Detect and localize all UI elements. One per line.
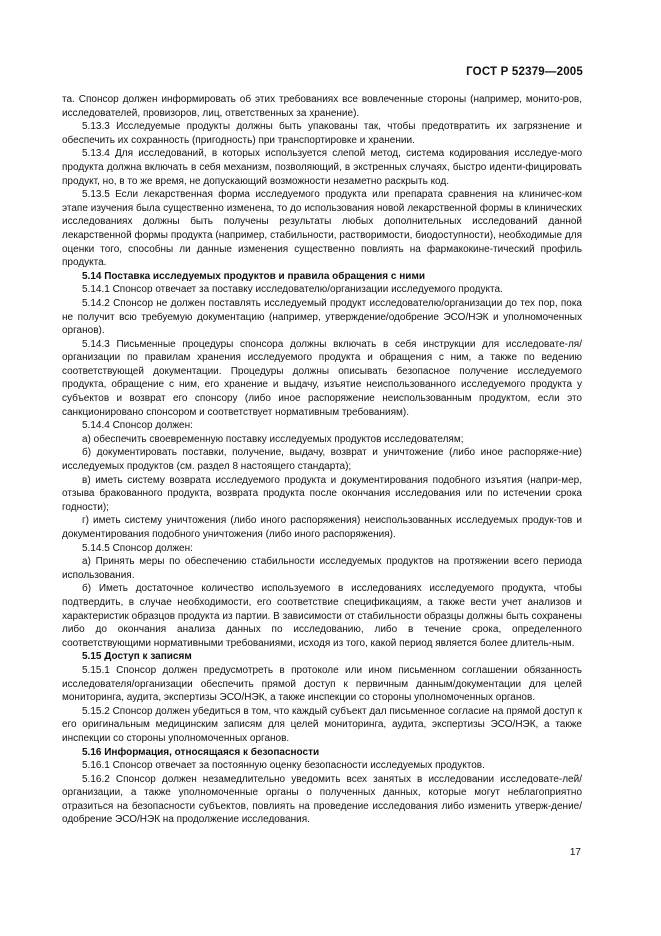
section-heading: 5.16 Информация, относящаяся к безопасности — [82, 746, 320, 758]
document-header: ГОСТ Р 52379—2005 — [466, 66, 583, 78]
paragraph: 5.14.2 Спонсор не должен поставлять исследуемый продукт исследователю/организации до тех пор, пока не получит всю требуемую документацию (например, утверждение/одобрение ЭСО/НЭК и уполномоченных органов). — [62, 297, 582, 337]
paragraph: 5.14.5 Спонсор должен: — [82, 542, 193, 554]
paragraph: та. Спонсор должен информировать об этих требованиях все вовлеченные стороны (например, монито-ров, исследователей, провизоров, лиц, ответственных за хранение). — [62, 94, 582, 119]
paragraph: б) Иметь достаточное количество используемого в исследованиях исследуемого продукта, чтобы подтвердить, в случае необходимости, его соответствие спецификациям, а также вести учет анализов и характеристик образцов продукта из партии. В зависимости от стабильности образцы должны быть сохранены либо до окончания анализа данных по исследованию, либо в течение срока, определенного соответствующими нормативными требованиями, исходя из того, какой период является более длитель-ным. — [62, 583, 582, 649]
section-heading: 5.15 Доступ к записям — [82, 651, 192, 663]
paragraph: 5.13.3 Исследуемые продукты должны быть упакованы так, чтобы предотвратить их загрязнение и обеспечить их сохранность (пригодность) при транспортировке и хранении. — [62, 121, 582, 146]
paragraph: 5.14.1 Спонсор отвечает за поставку исследователю/организации исследуемого продукта. — [82, 284, 503, 296]
section-heading: 5.14 Поставка исследуемых продуктов и правила обращения с ними — [82, 270, 425, 282]
paragraph: 5.16.1 Спонсор отвечает за постоянную оценку безопасности исследуемых продуктов. — [82, 760, 485, 772]
paragraph: 5.14.4 Спонсор должен: — [82, 420, 193, 432]
paragraph: 5.15.1 Спонсор должен предусмотреть в протоколе или ином письменном соглашении обязанность исследователя/организации обеспечить прямой доступ к первичным данным/документации для целей мониторинга, аудита, экспертизы ЭСО/НЭК, а также инспекции со стороны уполномоченных органов. — [62, 664, 582, 704]
paragraph: 5.14.3 Письменные процедуры спонсора должны включать в себя инструкции для исследовате-ля/организации по правилам хранения исследуемого продукта и обращения с ним, а также по ведению соответствующей документации. Процедуры должны описывать безопасное получение исследуемого продукта, обращение с ним, его хранение и выдачу, изъятие неиспользованного исследуемого продукта у субъектов и возврат его спонсору (либо иное распоряжение неиспользованным продуктом, если это санкционировано спонсором и соответствует нормативным требованиям). — [62, 338, 582, 418]
paragraph: 5.13.5 Если лекарственная форма исследуемого продукта или препарата сравнения на клиничес-ком этапе изучения была существенно изменена, то до использования новой лекарственной формы в клинических исследованиях должны быть получены результаты любых дополнительных исследований данной лекарственной формы продукта (например, стабильности, растворимости, биодоступности), необходимые для оценки того, способны ли данные изменения существенно повлиять на фармакокине-тический профиль продукта. — [62, 189, 582, 269]
document-body — [62, 93, 582, 827]
paragraph: 5.16.2 Спонсор должен незамедлительно уведомить всех занятых в исследовании исследовате-лей/организации, а также уполномоченные органы о полученных данных, которые могут неблагоприятно отразиться на безопасности субъектов, повлиять на проведение исследования либо изменить утверж-дение/одобрение ЭСО/НЭК на продолжение исследования. — [62, 773, 582, 826]
paragraph: г) иметь систему уничтожения (либо иного распоряжения) неиспользованных исследуемых продук-тов и документирования подобного уничтожения (либо иного распоряжения). — [62, 515, 582, 540]
paragraph: б) документировать поставки, получение, выдачу, возврат и уничтожение (либо иное распоряже-ние) исследуемых продуктов (см. раздел 8 настоящего стандарта); — [62, 447, 582, 473]
paragraph: в) иметь систему возврата исследуемого продукта и документирования подобного изъятия (напри-мер, отзыва бракованного продукта, возврата продукта после окончания исследования или по истечении срока годности); — [62, 474, 582, 513]
paragraph: 5.15.2 Спонсор должен убедиться в том, что каждый субъект дал письменное согласие на прямой доступ к его оригинальным медицинским записям для целей мониторинга, аудита, экспертизы ЭСО/НЭК, а также инспекции со стороны уполномоченных органов. — [62, 705, 582, 744]
paragraph: а) обеспечить своевременную поставку исследуемых продуктов исследователям; — [82, 433, 464, 445]
paragraph: а) Принять меры по обеспечению стабильности исследуемых продуктов на протяжении всего периода использования. — [62, 556, 582, 581]
paragraph: 5.13.4 Для исследований, в которых используется слепой метод, система кодирования исследуе-мого продукта должна включать в себя механизм, позволяющий, в экстренных случаях, быстро иденти-фицировать продукт, но, в то же время, не допускающий возможности незаметно раскрыть код. — [62, 148, 582, 187]
page-number: 17 — [569, 847, 581, 858]
